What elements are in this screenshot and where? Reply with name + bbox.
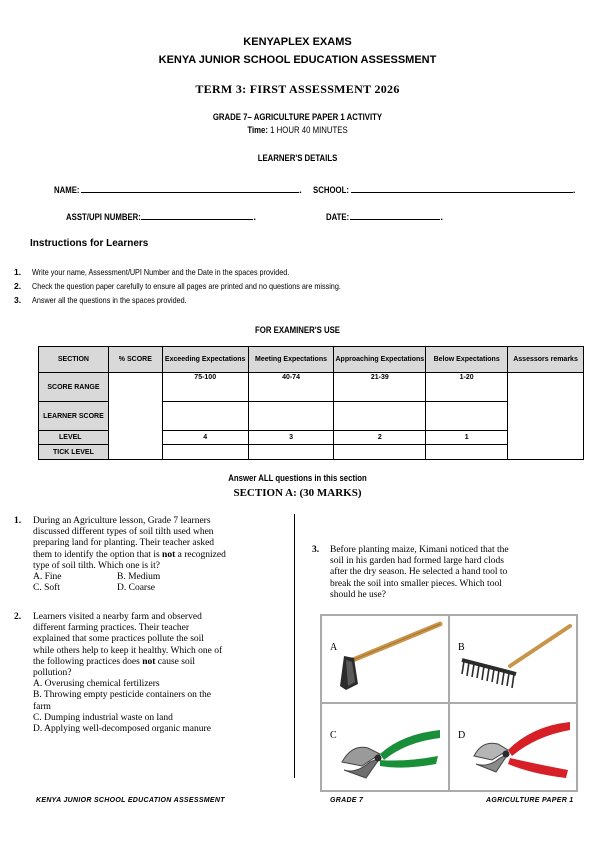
tool-option-a[interactable] xyxy=(321,615,449,703)
header-meeting: Meeting Expectations xyxy=(248,347,334,373)
paper-title: GRADE 7– AGRICULTURE PAPER 1 ACTIVITY xyxy=(212,112,383,123)
question-text: During an Agriculture lesson, Grade 7 learners xyxy=(33,516,211,526)
table-cell: 1-20 xyxy=(426,373,508,402)
option-d[interactable]: D. Applying well-decomposed organic manure xyxy=(33,724,211,735)
header-section: SECTION xyxy=(39,347,109,373)
table-cell: 4 xyxy=(162,431,248,445)
column-divider xyxy=(294,514,295,778)
table-cell[interactable] xyxy=(334,402,426,431)
question-text: the following practices does not cause soil xyxy=(33,656,195,667)
section-instruction: Answer ALL questions in this section xyxy=(228,473,367,484)
table-row xyxy=(39,373,584,402)
question-number: 1. xyxy=(14,516,22,526)
option-a[interactable]: A. Fine xyxy=(33,572,62,583)
question-text: discussed different types of soil tilth used when xyxy=(33,527,214,538)
row-label: LEARNER SCORE xyxy=(39,402,109,431)
question-text: Before planting maize, Kimani noticed that the xyxy=(330,545,509,555)
option-label: B xyxy=(458,642,465,653)
instruction-item: 3. Answer all the questions in the spaces provided. xyxy=(14,295,187,305)
table-cell: 21-39 xyxy=(334,373,426,402)
upi-line[interactable] xyxy=(141,210,253,220)
question-number: 2. xyxy=(14,612,22,622)
secateurs-icon xyxy=(322,704,448,790)
question-text: after the dry season. He selected a hand tool to xyxy=(330,567,508,578)
table-cell[interactable] xyxy=(248,445,334,460)
question-text: while others help to keep it healthy. Which one of xyxy=(33,645,223,656)
footer-center: GRADE 7 xyxy=(330,797,364,804)
header-score: % SCORE xyxy=(108,347,162,373)
time-line xyxy=(54,125,542,136)
date-label: DATE: xyxy=(326,212,350,223)
footer-left: KENYA JUNIOR SCHOOL EDUCATION ASSESSMENT xyxy=(36,797,225,804)
option-row xyxy=(33,583,289,594)
instruction-item: 1. Write your name, Assessment/UPI Number and the Date in the spaces provided. xyxy=(14,267,290,277)
table-cell: 1 xyxy=(426,431,508,445)
option-label: C xyxy=(330,730,337,741)
question-text: them to identify the option that is not a recognized xyxy=(33,549,226,560)
section-title: SECTION A: (30 MARKS) xyxy=(233,487,362,499)
option-d[interactable]: D. Coarse xyxy=(117,583,155,594)
row-label: TICK LEVEL xyxy=(39,445,109,460)
hoe-icon xyxy=(322,616,448,702)
row-label: SCORE RANGE xyxy=(39,373,109,402)
question-1 xyxy=(14,516,289,594)
option-c[interactable]: C. Dumping industrial waste on land xyxy=(33,712,173,723)
table-cell[interactable] xyxy=(426,402,508,431)
table-cell[interactable] xyxy=(426,445,508,460)
table-cell[interactable] xyxy=(334,445,426,460)
name-line[interactable] xyxy=(81,183,299,193)
question-text: should he use? xyxy=(330,589,386,600)
row-label: LEVEL xyxy=(39,431,109,445)
question-text: preparing land for planting. Their teacher asked xyxy=(33,538,215,549)
question-text: pollution? xyxy=(33,668,72,679)
table-cell: 40-74 xyxy=(248,373,334,402)
term-title: TERM 3: FIRST ASSESSMENT 2026 xyxy=(195,82,400,96)
learner-details-heading: LEARNER'S DETAILS xyxy=(257,153,338,164)
name-label: NAME: xyxy=(54,185,80,196)
question-3 xyxy=(312,545,587,601)
option-row xyxy=(33,572,289,583)
option-b[interactable]: B. Medium xyxy=(117,572,161,583)
question-text: break the soil into smaller pieces. Which tool xyxy=(330,578,502,589)
assessment-title: KENYA JUNIOR SCHOOL EDUCATION ASSESSMENT xyxy=(158,54,437,66)
table-header-row xyxy=(39,347,584,373)
school-field[interactable]: SCHOOL: . xyxy=(313,185,576,196)
school-line[interactable] xyxy=(351,183,573,193)
tool-options-grid xyxy=(320,614,578,792)
option-c[interactable]: C. Soft xyxy=(33,583,60,594)
pruning-shears-icon xyxy=(450,704,576,790)
table-cell: 2 xyxy=(334,431,426,445)
date-field[interactable]: DATE: . xyxy=(326,212,443,223)
rake-icon xyxy=(450,616,576,702)
upi-label: ASST/UPI NUMBER: xyxy=(66,212,141,223)
table-cell: 75-100 xyxy=(162,373,248,402)
table-cell[interactable] xyxy=(248,402,334,431)
name-field[interactable]: NAME: . xyxy=(54,185,302,196)
question-number: 3. xyxy=(312,545,320,555)
option-label: D xyxy=(458,730,466,741)
examiner-title: FOR EXAMINER'S USE xyxy=(255,325,340,336)
header-exceeding: Exceeding Expectations xyxy=(162,347,248,373)
org-title: KENYAPLEX EXAMS xyxy=(243,36,352,48)
tool-option-b[interactable] xyxy=(449,615,577,703)
header-remarks: Assessors remarks xyxy=(508,347,584,373)
date-line[interactable] xyxy=(350,210,440,220)
footer-right: AGRICULTURE PAPER 1 xyxy=(486,797,574,804)
upi-field[interactable]: ASST/UPI NUMBER: . xyxy=(66,212,256,223)
question-2 xyxy=(14,612,289,735)
header-below: Below Expectations xyxy=(426,347,508,373)
header-approaching: Approaching Expectations xyxy=(334,347,426,373)
option-b[interactable]: B. Throwing empty pesticide containers on the xyxy=(33,690,211,701)
question-text: Learners visited a nearby farm and observed xyxy=(33,612,202,622)
time-value: 1 HOUR 40 MINUTES xyxy=(270,125,348,136)
time-label: Time: xyxy=(247,125,268,136)
examiner-table xyxy=(38,346,584,460)
remarks-cell[interactable] xyxy=(508,373,584,460)
tool-option-c[interactable] xyxy=(321,703,449,791)
instruction-item: 2. Check the question paper carefully to ensure all pages are printed and no questions are missing. xyxy=(14,281,341,291)
question-text: explained that some practices pollute the soil xyxy=(33,634,204,645)
school-label: SCHOOL: xyxy=(313,185,349,196)
score-cell[interactable] xyxy=(108,373,162,460)
question-text: different farming practices. Their teacher xyxy=(33,623,190,634)
option-a[interactable]: A. Overusing chemical fertilizers xyxy=(33,679,160,690)
option-label: A xyxy=(330,642,338,653)
question-text: soil in his garden had formed large hard clods xyxy=(330,556,504,567)
table-cell[interactable] xyxy=(162,402,248,431)
table-cell: 3 xyxy=(248,431,334,445)
question-text: type of soil tilth. Which one is it? xyxy=(33,560,161,571)
tool-option-d[interactable] xyxy=(449,703,577,791)
instructions-heading: Instructions for Learners xyxy=(30,238,149,249)
table-cell[interactable] xyxy=(162,445,248,460)
option-b-cont[interactable]: farm xyxy=(33,701,51,712)
